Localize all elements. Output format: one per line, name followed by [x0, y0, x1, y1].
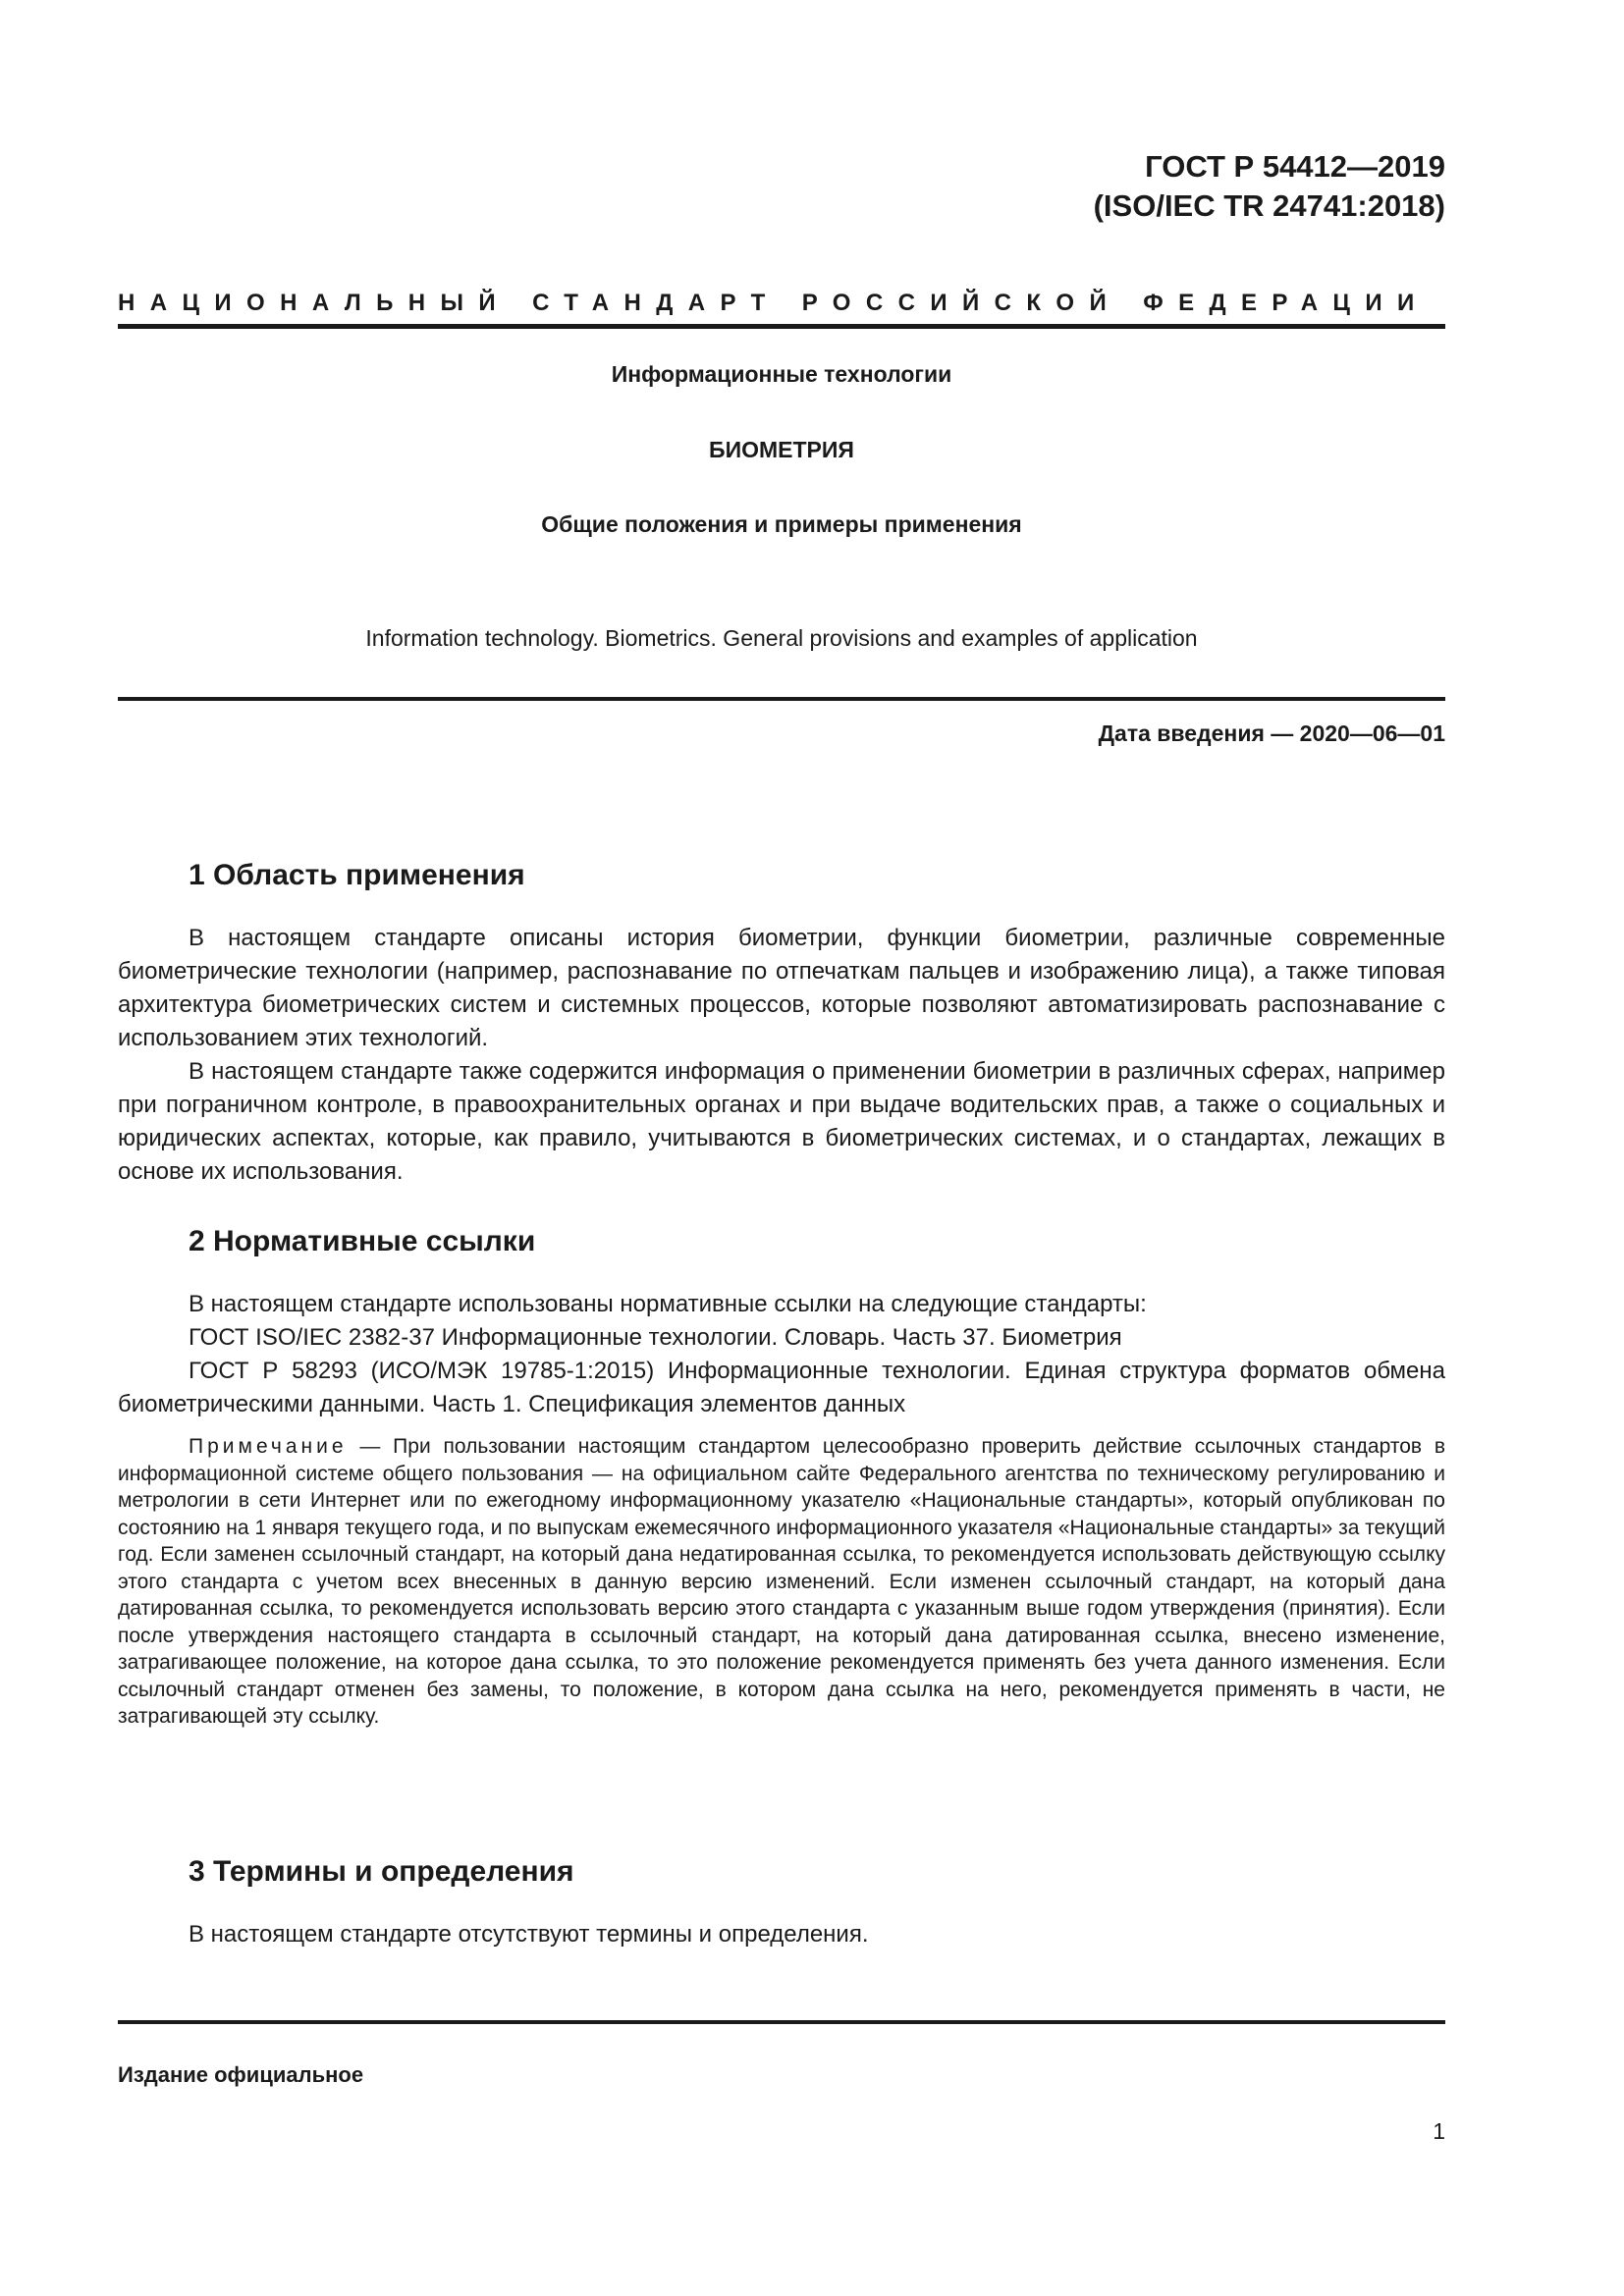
- section-3-heading: 3 Термины и определения: [189, 1855, 574, 1888]
- introduction-date: Дата введения — 2020—06—01: [1098, 721, 1445, 746]
- reference-2: ГОСТ Р 58293 (ИСО/МЭК 19785-1:2015) Информационные технологии. Единая структура форматов обмена биометрическими данными. Часть 1. Спецификация элементов данных: [118, 1358, 1445, 1417]
- section-2-paragraph-1: В настоящем стандарте использованы нормативные ссылки на следующие стандарты:: [189, 1291, 1147, 1317]
- title-main: БИОМЕТРИЯ: [709, 437, 854, 462]
- section-1-body: [118, 922, 1445, 1189]
- section-3-paragraph-1: В настоящем стандарте отсутствуют термины и определения.: [189, 1921, 869, 1948]
- header-rule: [118, 324, 1445, 329]
- iso-number: (ISO/IEC TR 24741:2018): [1093, 188, 1445, 223]
- reference-1: ГОСТ ISO/IEC 2382-37 Информационные технологии. Словарь. Часть 37. Биометрия: [189, 1324, 1122, 1351]
- title-english: Information technology. Biometrics. General provisions and examples of application: [365, 625, 1198, 651]
- section-1-paragraph-2: В настоящем стандарте также содержится информация о применении биометрии в различных сферах, например при пограничном контроле, в правоохранительных органах и при выдаче водительских прав, а также о социальных и юридических аспектах, которые, как правило, учитываются в биометрических системах, и о стандартах, лежащих в основе их использования.: [118, 1058, 1445, 1185]
- note-text: — При пользовании настоящим стандартом целесообразно проверить действие ссылочных стандартов в информационной системе общего пользования — на официальном сайте Федерального агентства по техническому регулированию и метрологии в сети Интернет или по ежегодному информационному указателю «Национальные стандарты», который опубликован по состоянию на 1 января текущего года, и по выпускам ежемесячного информационного указателя «Национальные стандарты» за текущий год. Если заменен ссылочный стандарт, на который дана недатированная ссылка, то рекомендуется использовать действующую ссылку этого стандарта с учетом всех внесенных в данную версию изменений. Если изменен ссылочный стандарт, на который дана датированная ссылка, то рекомендуется использовать версию этого стандарта с указанным выше годом утверждения (принятия). Если после утверждения настоящего стандарта в ссылочный стандарт, на который дана датированная ссылка, внесено изменение, затрагивающее положение, на которое дана ссылка, то это положение рекомендуется применять без учета данного изменения. Если ссылочный стандарт отменен без замены, то положение, в котором дана ссылка на него, рекомендуется применять в части, не затрагивающей эту ссылку.: [118, 1435, 1445, 1728]
- standard-number: ГОСТ Р 54412—2019: [1145, 149, 1445, 184]
- section-1-paragraph-1: В настоящем стандарте описаны история биометрии, функции биометрии, различные современные биометрические технологии (например, распознавание по отпечаткам пальцев и изображению лица), а также типовая архитектура биометрических систем и системных процессов, которые позволяют автоматизировать распознавание с использованием этих технологий.: [118, 925, 1445, 1051]
- section-1-heading: 1 Область применения: [189, 859, 525, 891]
- edition-label: Издание официальное: [118, 2062, 364, 2087]
- title-subject: Информационные технологии: [611, 361, 952, 387]
- section-2-note: [118, 1433, 1445, 1731]
- national-standard-title: НАЦИОНАЛЬНЫЙ СТАНДАРТ РОССИЙСКОЙ ФЕДЕРАЦИИ: [118, 290, 1430, 316]
- title-rule: [118, 697, 1445, 701]
- section-2-heading: 2 Нормативные ссылки: [189, 1225, 536, 1257]
- section-2-body: [118, 1288, 1445, 1421]
- document-page: [118, 0, 1445, 2296]
- footer-rule: [118, 2020, 1445, 2024]
- page-number: 1: [1433, 2118, 1445, 2144]
- title-subtitle: Общие положения и примеры применения: [541, 511, 1022, 537]
- standard-number-block: [1094, 147, 1445, 226]
- note-label: Примечание: [189, 1435, 348, 1458]
- section-3-body: [118, 1918, 1445, 1951]
